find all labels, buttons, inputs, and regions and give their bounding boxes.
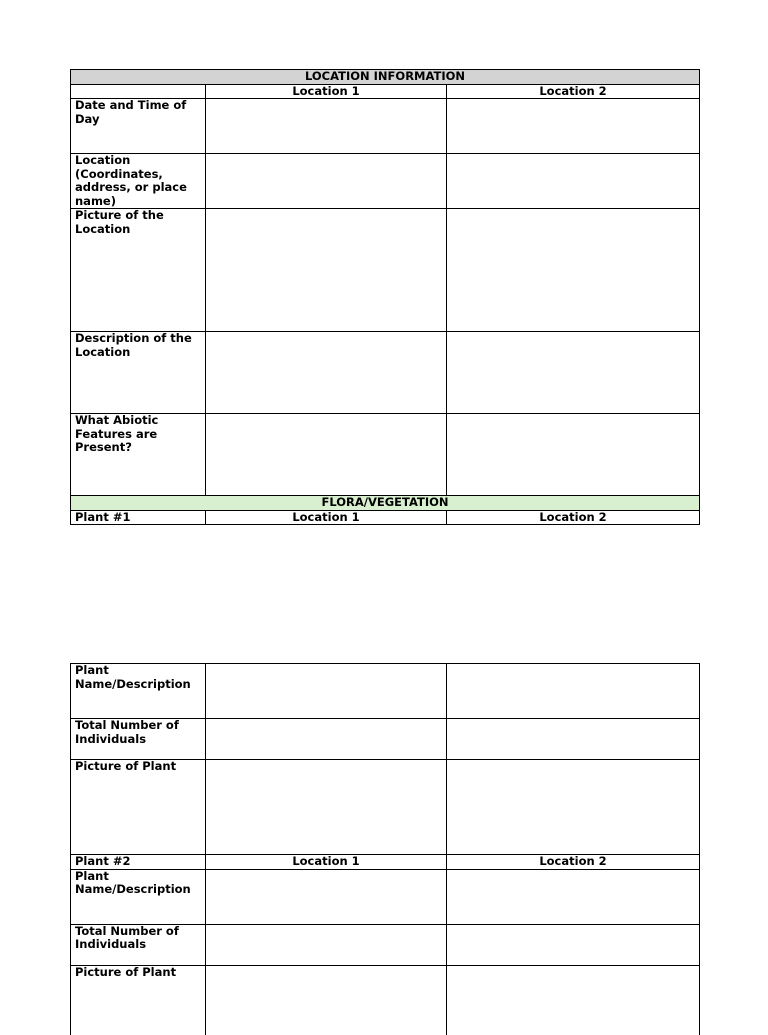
plant-2-row-label-picture: Picture of Plant xyxy=(71,965,206,1035)
location-2-header: Location 2 xyxy=(447,84,700,99)
plant-2-count-location-1-cell[interactable] xyxy=(206,924,447,965)
plant-2-name-location-1-cell[interactable] xyxy=(206,869,447,924)
plant-1-label: Plant #1 xyxy=(71,510,206,525)
plant-1-location-1-header: Location 1 xyxy=(206,510,447,525)
date-time-location-2-cell[interactable] xyxy=(447,99,700,154)
location-information-table xyxy=(70,69,700,525)
plant-1-count-location-2-cell[interactable] xyxy=(447,719,700,760)
plant-1-location-2-header: Location 2 xyxy=(447,510,700,525)
plant-2-label: Plant #2 xyxy=(71,855,206,870)
date-time-location-1-cell[interactable] xyxy=(206,99,447,154)
plant-2-count-location-2-cell[interactable] xyxy=(447,924,700,965)
picture-location-1-cell[interactable] xyxy=(206,209,447,332)
row-label-date-time: Date and Time of Day xyxy=(71,99,206,154)
location-information-header: LOCATION INFORMATION xyxy=(71,70,700,85)
picture-location-2-cell[interactable] xyxy=(447,209,700,332)
abiotic-location-1-cell[interactable] xyxy=(206,414,447,496)
plant-1-row-label-count: Total Number of Individuals xyxy=(71,719,206,760)
plant-2-picture-location-1-cell[interactable] xyxy=(206,965,447,1035)
location-location-2-cell[interactable] xyxy=(447,154,700,209)
description-location-2-cell[interactable] xyxy=(447,332,700,414)
plant-2-name-location-2-cell[interactable] xyxy=(447,869,700,924)
row-label-description: Description of the Location xyxy=(71,332,206,414)
row-label-location: Location (Coordinates, address, or place name) xyxy=(71,154,206,209)
location-location-1-cell[interactable] xyxy=(206,154,447,209)
plant-1-picture-location-2-cell[interactable] xyxy=(447,760,700,855)
row-label-picture-location: Picture of the Location xyxy=(71,209,206,332)
plant-1-row-label-picture: Picture of Plant xyxy=(71,760,206,855)
plant-1-picture-location-1-cell[interactable] xyxy=(206,760,447,855)
flora-vegetation-header: FLORA/VEGETATION xyxy=(71,496,700,511)
row-label-abiotic: What Abiotic Features are Present? xyxy=(71,414,206,496)
plant-details-table xyxy=(70,663,700,1035)
plant-2-location-2-header: Location 2 xyxy=(447,855,700,870)
plant-2-picture-location-2-cell[interactable] xyxy=(447,965,700,1035)
plant-1-name-location-2-cell[interactable] xyxy=(447,664,700,719)
location-1-header: Location 1 xyxy=(206,84,447,99)
plant-1-row-label-name: Plant Name/Description xyxy=(71,664,206,719)
plant-2-row-label-name: Plant Name/Description xyxy=(71,869,206,924)
plant-2-row-label-count: Total Number of Individuals xyxy=(71,924,206,965)
plant-1-count-location-1-cell[interactable] xyxy=(206,719,447,760)
description-location-1-cell[interactable] xyxy=(206,332,447,414)
blank-header-cell xyxy=(71,84,206,99)
plant-2-location-1-header: Location 1 xyxy=(206,855,447,870)
plant-1-name-location-1-cell[interactable] xyxy=(206,664,447,719)
abiotic-location-2-cell[interactable] xyxy=(447,414,700,496)
